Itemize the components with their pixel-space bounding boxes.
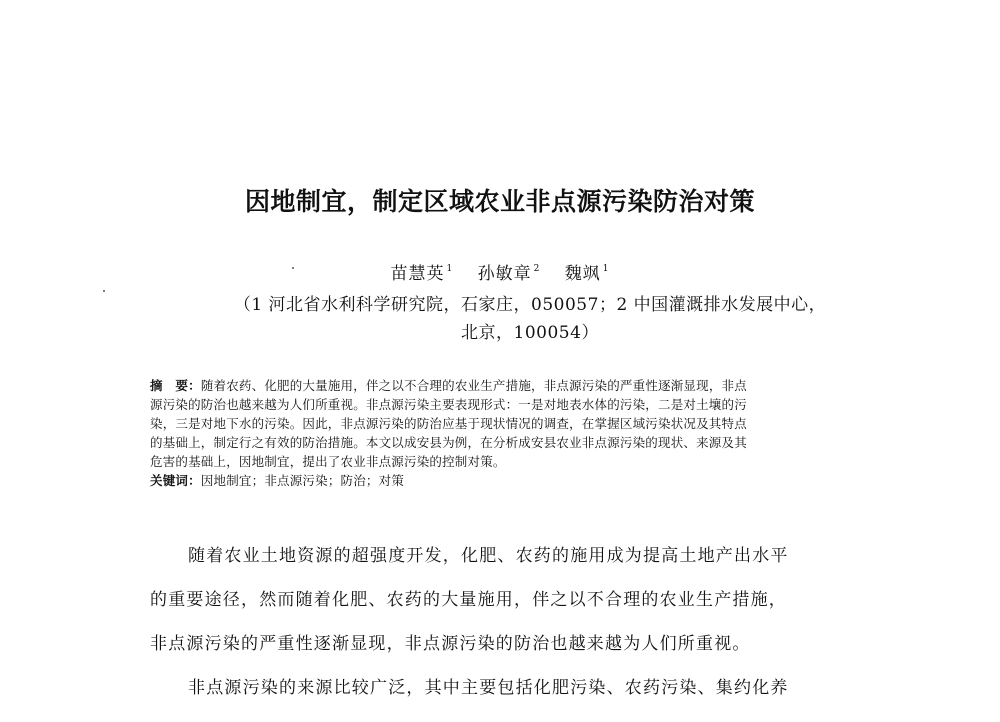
keywords-text: 因地制宜；非点源污染；防治；对策	[200, 473, 405, 488]
abstract-text: 随着农药、化肥的大量施用，伴之以不合理的农业生产措施，非点源污染的严重性逐渐显现，非点	[200, 378, 747, 393]
author-affiliation-mark: 1	[602, 264, 610, 274]
abstract-line: 源污染的防治也越来越为人们所重视。非点源污染主要表现形式：一是对地表水体的污染，二是对土壤的污	[150, 397, 747, 412]
body-line: 随着农业土地资源的超强度开发，化肥、农药的施用成为提高土地产出水平	[188, 546, 789, 566]
body-line: 非点源污染的来源比较广泛，其中主要包括化肥污染、农药污染、集约化养	[188, 678, 789, 698]
abstract-line: 染，三是对地下水的污染。因此，非点源污染的防治应基于现状情况的调查，在掌握区域污染状况及其特点	[150, 416, 747, 431]
affiliation-line: （1 河北省水利科学研究院，石家庄，050057；2 中国灌溉排水发展中心，	[233, 295, 827, 315]
author	[390, 264, 453, 284]
author-affiliation-mark: 2	[533, 264, 541, 274]
author-name: 魏飒	[564, 264, 601, 284]
author-name: 苗慧英	[390, 264, 445, 284]
abstract-line: 的基础上，制定行之有效的防治措施。本文以成安县为例，在分析成安县农业非点源污染的现状、来源及其	[150, 435, 747, 450]
scan-speck	[292, 267, 294, 269]
keywords-label: 关键词：	[150, 473, 201, 488]
author-affiliation-mark: 1	[446, 264, 454, 274]
abstract-line: 危害的基础上，因地制宜，提出了农业非点源污染的控制对策。	[150, 454, 506, 469]
affiliation-line: 北京，100054）	[461, 323, 599, 343]
keywords	[150, 471, 870, 490]
body-text	[150, 546, 870, 722]
author-list	[0, 259, 1000, 284]
author	[478, 264, 541, 284]
author-name: 孙敏章	[477, 264, 532, 284]
abstract-line	[150, 376, 870, 395]
body-line: 的重要途径，然而随着化肥、农药的大量施用，伴之以不合理的农业生产措施，	[150, 590, 787, 610]
author	[565, 264, 610, 284]
body-line: 非点源污染的严重性逐渐显现，非点源污染的防治也越来越为人们所重视。	[150, 634, 751, 654]
paper-title: 因地制宜，制定区域农业非点源污染防治对策	[244, 187, 755, 216]
scan-speck	[103, 290, 105, 292]
abstract-label: 摘 要：	[150, 378, 201, 393]
abstract	[150, 376, 870, 490]
